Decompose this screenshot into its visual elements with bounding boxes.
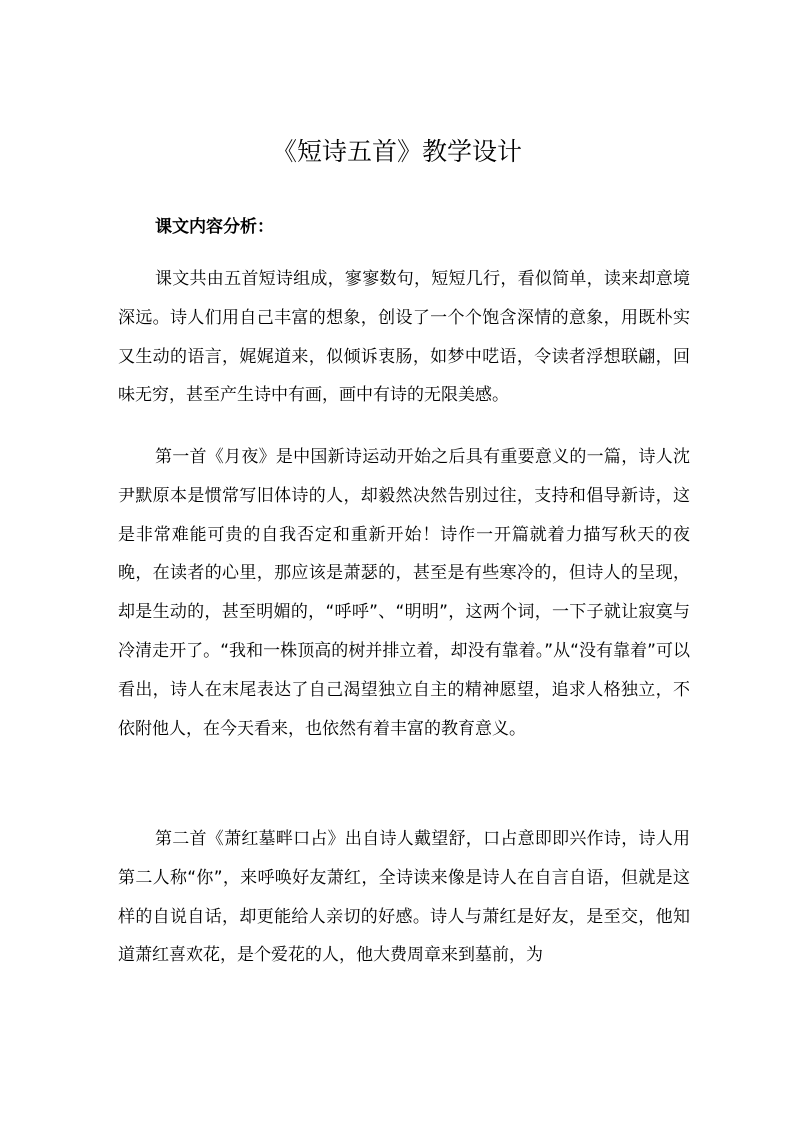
paragraph-poem-2: 第二首《萧红墓畔口占》出自诗人戴望舒，口占意即即兴作诗，诗人用第二人称“你”，来呼唤好友萧红，全诗读来像是诗人在自言自语，但就是这样的自说自话，却更能给人亲切的好感。诗人与萧红是好友，是至交，他知道萧红喜欢花，是个爱花的人，他大费周章来到墓前，为	[118, 829, 690, 966]
section-heading: 课文内容分析：	[155, 217, 274, 237]
document-title: 《短诗五首》教学设计	[271, 137, 522, 166]
paragraph-intro: 课文共由五首短诗组成，寥寥数句，短短几行，看似简单，读来却意境深远。诗人们用自己丰富的想象，创设了一个个饱含深情的意象，用既朴实又生动的语言，娓娓道来，似倾诉衷肠，如梦中呓语，令读者浮想联翩，回味无穷，甚至产生诗中有画，画中有诗的无限美感。	[118, 269, 690, 406]
paragraph-poem-1: 第一首《月夜》是中国新诗运动开始之后具有重要意义的一篇，诗人沈尹默原本是惯常写旧体诗的人，却毅然决然告别过往，支持和倡导新诗，这是非常难能可贵的自我否定和重新开始！诗作一开篇就着力描写秋天的夜晚，在读者的心里，那应该是萧瑟的，甚至是有些寒冷的，但诗人的呈现，却是生动的，甚至明媚的，“呼呼”、“明明”，这两个词，一下子就让寂寞与冷清走开了。“我和一株顶高的树并排立着，却没有靠着。”从“没有靠着”可以看出，诗人在末尾表达了自己渴望独立自主的精神愿望，追求人格独立，不依附他人，在今天看来，也依然有着丰富的教育意义。	[118, 447, 690, 739]
